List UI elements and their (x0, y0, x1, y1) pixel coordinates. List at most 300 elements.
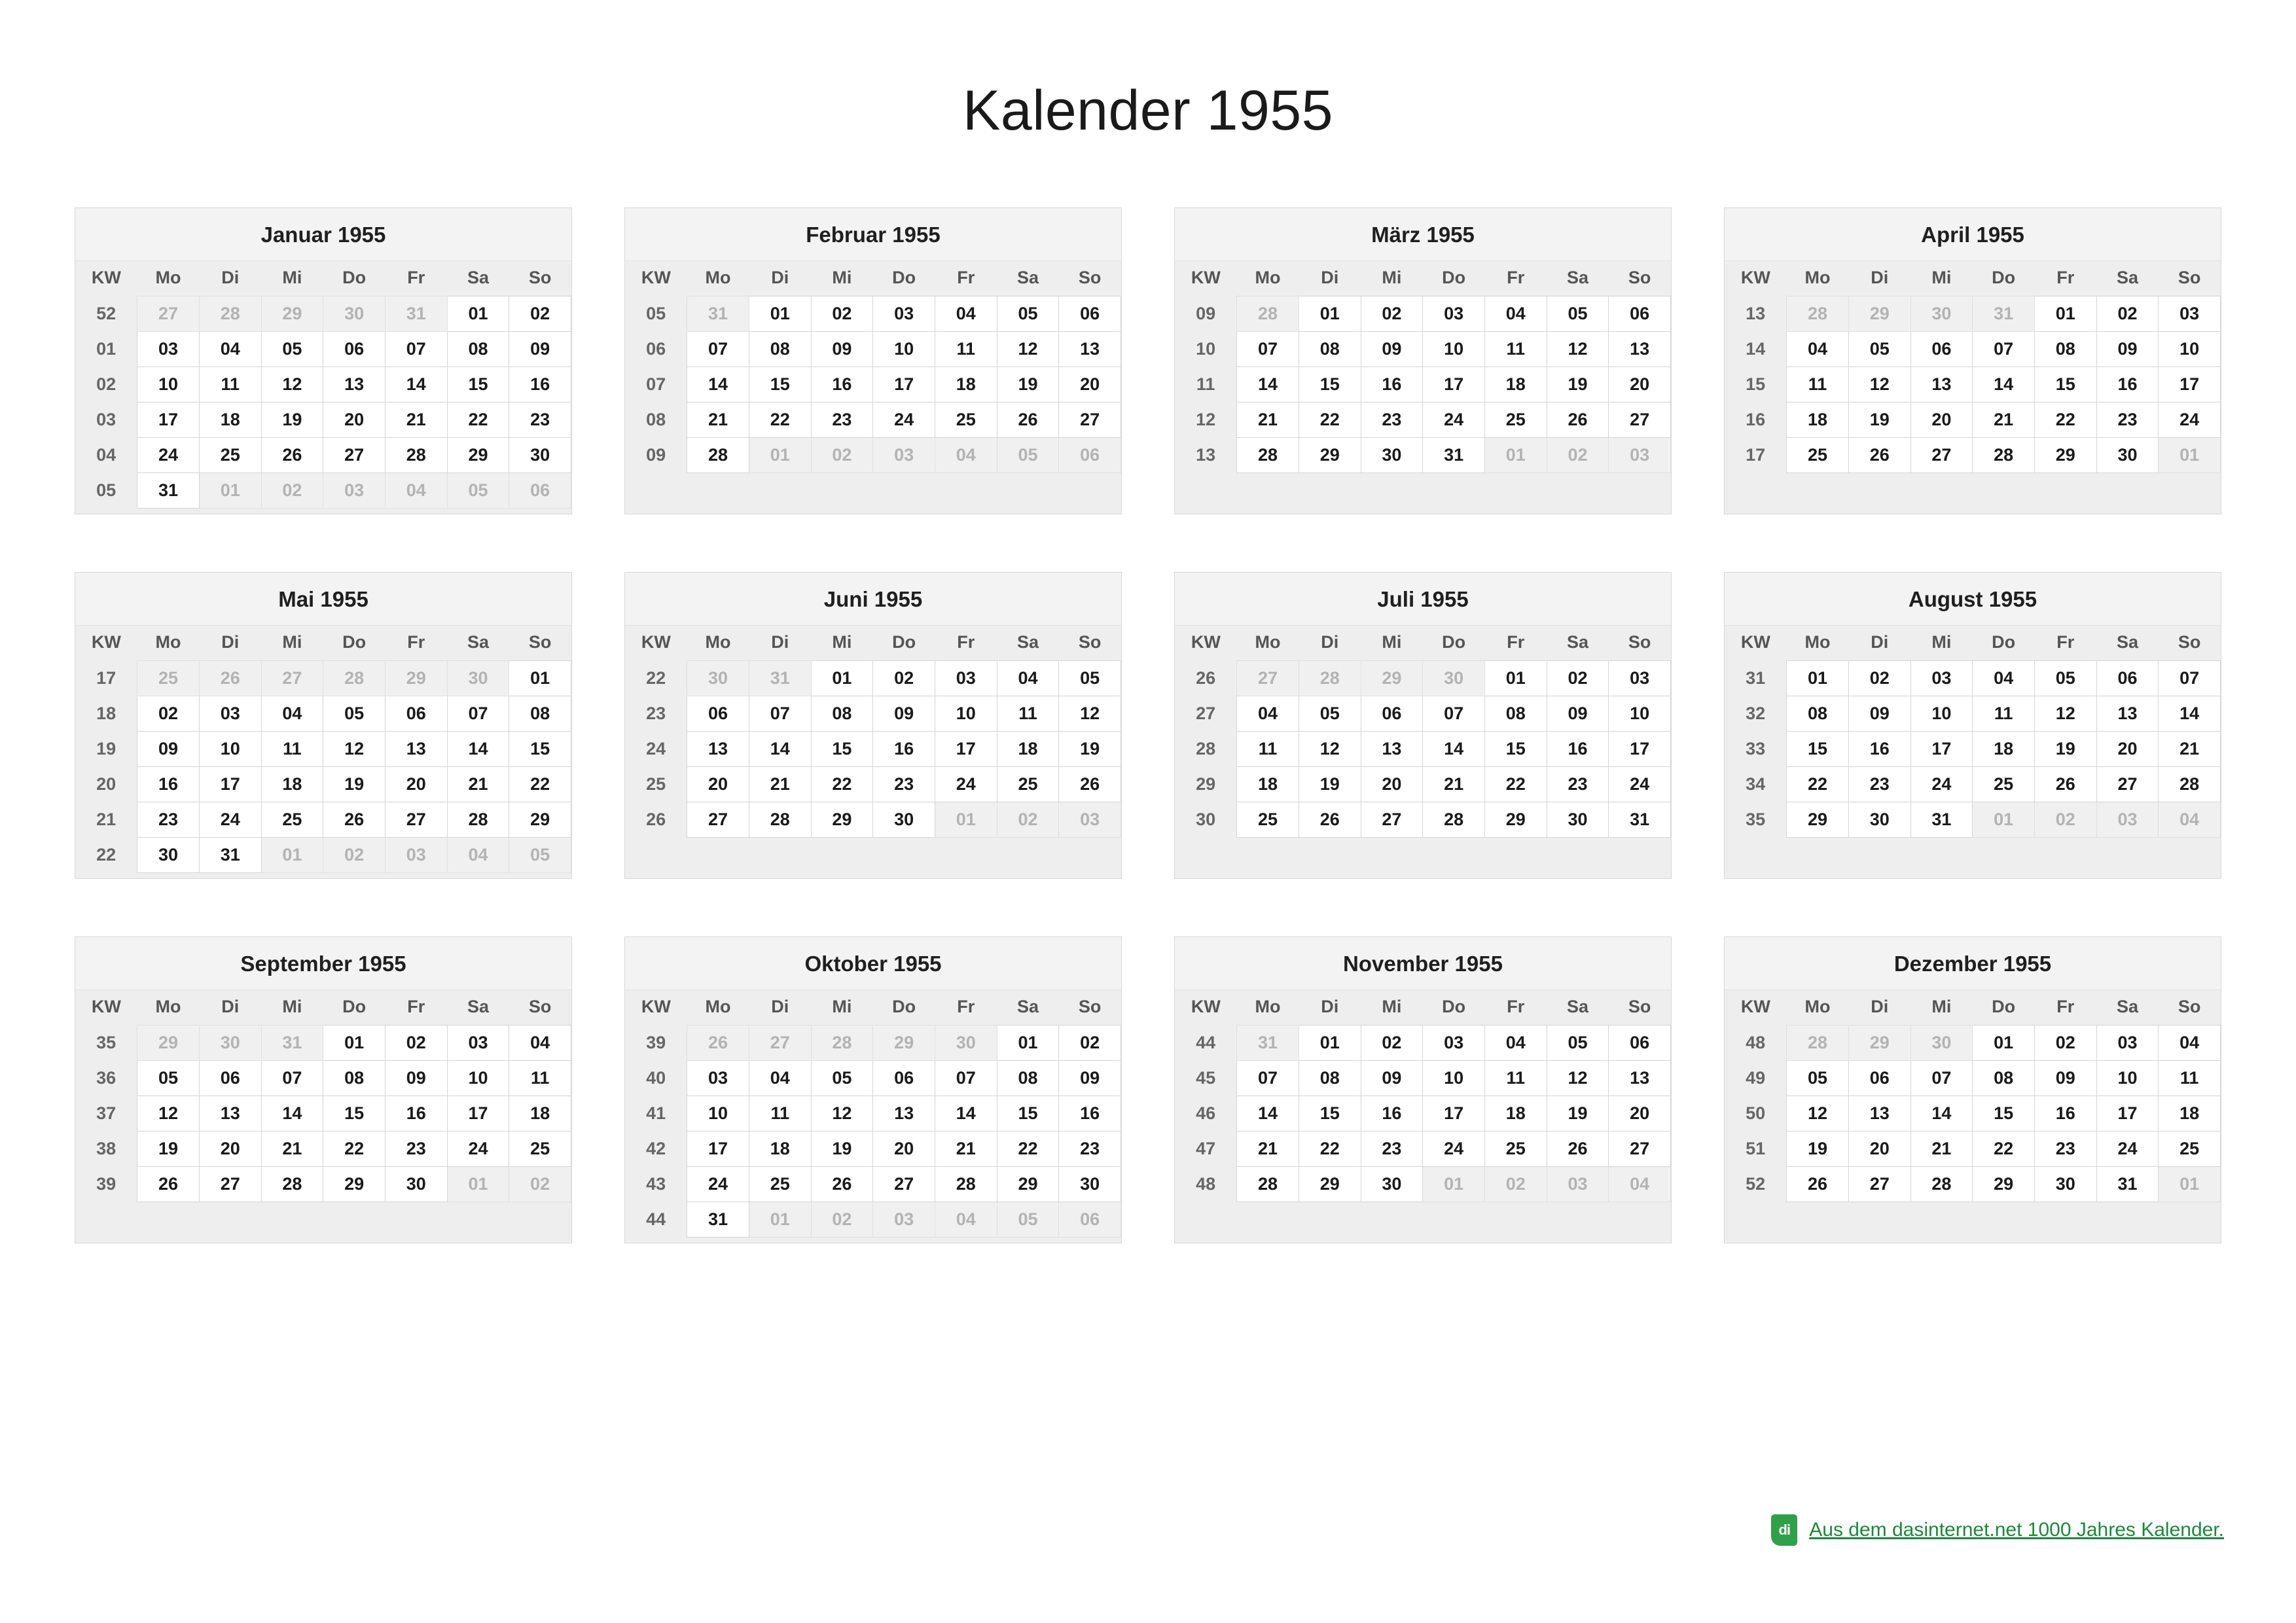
week-number-header: KW (625, 261, 687, 296)
month-title: Oktober 1955 (625, 937, 1121, 990)
day-cell: 01 (2034, 296, 2096, 332)
week-number-cell: 18 (75, 696, 137, 732)
day-cell: 29 (1484, 802, 1547, 838)
day-cell: 21 (261, 1132, 323, 1167)
day-cell: 06 (199, 1061, 261, 1096)
week-row (625, 661, 1121, 696)
day-cell: 21 (1237, 1132, 1299, 1167)
day-cell-adjacent-month: 01 (447, 1167, 509, 1202)
weekday-header: Sa (1547, 990, 1609, 1026)
weekday-header: So (1609, 626, 1671, 661)
weekday-header-row (1175, 990, 1671, 1026)
day-cell: 14 (447, 732, 509, 767)
week-number-cell: 45 (1175, 1061, 1237, 1096)
day-cell: 22 (811, 767, 873, 802)
day-cell: 12 (1787, 1096, 1849, 1132)
week-number-cell: 05 (75, 473, 137, 508)
day-cell-adjacent-month: 02 (811, 438, 873, 473)
weekday-header: Di (749, 261, 811, 296)
day-cell: 20 (323, 402, 386, 438)
day-cell: 27 (385, 802, 447, 838)
day-cell: 07 (935, 1061, 997, 1096)
day-cell: 08 (509, 696, 571, 732)
day-cell-adjacent-month: 01 (2159, 438, 2221, 473)
day-cell-adjacent-month: 30 (323, 296, 386, 332)
day-cell: 23 (1361, 402, 1423, 438)
weekday-header: Do (873, 990, 935, 1026)
day-cell: 07 (1237, 1061, 1299, 1096)
day-cell: 13 (1609, 1061, 1671, 1096)
weekday-header: Sa (1547, 261, 1609, 296)
day-cell: 01 (811, 661, 873, 696)
day-cell: 21 (447, 767, 509, 802)
day-cell: 28 (1973, 438, 2035, 473)
day-cell: 01 (1484, 661, 1547, 696)
day-cell: 30 (1547, 802, 1609, 838)
week-number-cell: 11 (1175, 367, 1237, 402)
day-cell: 16 (1059, 1096, 1121, 1132)
weekday-header: Fr (935, 990, 997, 1026)
day-cell: 02 (811, 296, 873, 332)
day-cell: 05 (1547, 296, 1609, 332)
day-cell: 29 (2034, 438, 2096, 473)
weekday-header: Fr (2034, 626, 2096, 661)
weekday-header: Mo (137, 626, 200, 661)
day-cell: 08 (1973, 1061, 2035, 1096)
weekday-header: Mo (1237, 626, 1299, 661)
day-cell: 24 (1609, 767, 1671, 802)
day-cell: 24 (199, 802, 261, 838)
weekday-header: Fr (385, 990, 447, 1026)
day-cell: 10 (137, 367, 200, 402)
weekday-header: Do (323, 990, 386, 1026)
day-cell: 24 (1910, 767, 1973, 802)
weekday-header: Di (1848, 990, 1910, 1026)
day-cell: 02 (137, 696, 200, 732)
day-cell: 13 (687, 732, 749, 767)
day-cell: 26 (1547, 1132, 1609, 1167)
day-cell: 06 (1848, 1061, 1910, 1096)
day-cell-adjacent-month: 05 (997, 438, 1059, 473)
day-cell: 12 (1547, 1061, 1609, 1096)
day-cell: 25 (997, 767, 1059, 802)
day-cell: 23 (509, 402, 571, 438)
week-number-cell: 37 (75, 1096, 137, 1132)
day-cell: 19 (811, 1132, 873, 1167)
day-cell-adjacent-month: 26 (687, 1026, 749, 1061)
week-row (1175, 661, 1671, 696)
week-number-cell: 41 (625, 1096, 687, 1132)
week-number-cell: 35 (1725, 802, 1787, 838)
day-cell: 06 (687, 696, 749, 732)
day-cell: 08 (749, 332, 811, 367)
week-number-cell: 51 (1725, 1132, 1787, 1167)
day-cell: 08 (1299, 332, 1361, 367)
week-number-cell: 26 (625, 802, 687, 838)
day-cell-adjacent-month: 29 (261, 296, 323, 332)
day-cell: 07 (261, 1061, 323, 1096)
weekday-header: Sa (447, 990, 509, 1026)
weekday-header: Mi (1361, 626, 1423, 661)
week-row (1725, 332, 2221, 367)
day-cell: 12 (2034, 696, 2096, 732)
day-cell: 29 (323, 1167, 386, 1202)
day-cell-adjacent-month: 30 (199, 1026, 261, 1061)
day-cell: 03 (1423, 296, 1485, 332)
day-cell: 12 (1547, 332, 1609, 367)
weekday-header: Do (873, 626, 935, 661)
day-cell: 25 (749, 1167, 811, 1202)
day-cell: 17 (2096, 1096, 2159, 1132)
day-cell: 03 (873, 296, 935, 332)
day-cell: 24 (447, 1132, 509, 1167)
month-table (1725, 626, 2221, 838)
day-cell: 05 (811, 1061, 873, 1096)
day-cell: 29 (811, 802, 873, 838)
day-cell-adjacent-month: 06 (1059, 1202, 1121, 1238)
day-cell-adjacent-month: 01 (1973, 802, 2035, 838)
day-cell: 29 (509, 802, 571, 838)
weekday-header: Do (873, 261, 935, 296)
day-cell: 04 (1484, 296, 1547, 332)
day-cell: 17 (1423, 1096, 1485, 1132)
day-cell-adjacent-month: 02 (509, 1167, 571, 1202)
day-cell: 04 (1237, 696, 1299, 732)
weekday-header-row (75, 261, 571, 296)
day-cell-adjacent-month: 30 (1910, 1026, 1973, 1061)
day-cell: 24 (2096, 1132, 2159, 1167)
day-cell: 03 (137, 332, 200, 367)
day-cell: 20 (199, 1132, 261, 1167)
day-cell: 10 (935, 696, 997, 732)
day-cell: 04 (2159, 1026, 2221, 1061)
day-cell: 28 (2159, 767, 2221, 802)
day-cell: 15 (1787, 732, 1849, 767)
day-cell-adjacent-month: 28 (1787, 296, 1849, 332)
week-number-cell: 17 (75, 661, 137, 696)
week-row (1175, 1167, 1671, 1202)
week-row (625, 332, 1121, 367)
day-cell-adjacent-month: 01 (935, 802, 997, 838)
day-cell: 21 (687, 402, 749, 438)
day-cell: 27 (1848, 1167, 1910, 1202)
day-cell: 31 (1910, 802, 1973, 838)
day-cell: 13 (1609, 332, 1671, 367)
week-number-cell: 33 (1725, 732, 1787, 767)
day-cell: 05 (997, 296, 1059, 332)
day-cell: 11 (1484, 1061, 1547, 1096)
week-number-cell: 34 (1725, 767, 1787, 802)
weekday-header: Do (1973, 261, 2035, 296)
month-table (1175, 626, 1671, 838)
week-number-header: KW (625, 626, 687, 661)
day-cell: 30 (1361, 438, 1423, 473)
day-cell-adjacent-month: 28 (1237, 296, 1299, 332)
weekday-header-row (625, 990, 1121, 1026)
week-row (1725, 802, 2221, 838)
day-cell: 20 (1609, 1096, 1671, 1132)
day-cell: 25 (1484, 402, 1547, 438)
week-number-cell: 24 (625, 732, 687, 767)
day-cell: 29 (1973, 1167, 2035, 1202)
day-cell: 15 (811, 732, 873, 767)
dasinternet-logo-icon: di (1771, 1514, 1797, 1546)
weekday-header: Fr (2034, 990, 2096, 1026)
day-cell: 19 (2034, 732, 2096, 767)
day-cell: 16 (1848, 732, 1910, 767)
week-row (1725, 1026, 2221, 1061)
day-cell: 26 (1547, 402, 1609, 438)
weekday-header: Do (1973, 990, 2035, 1026)
day-cell: 19 (323, 767, 386, 802)
day-cell-adjacent-month: 06 (509, 473, 571, 508)
month-card (75, 572, 572, 879)
weekday-header: Fr (1484, 990, 1547, 1026)
week-row (1175, 1061, 1671, 1096)
day-cell: 26 (811, 1167, 873, 1202)
day-cell: 30 (873, 802, 935, 838)
day-cell: 17 (1423, 367, 1485, 402)
weekday-header: Di (749, 990, 811, 1026)
day-cell: 02 (385, 1026, 447, 1061)
weekday-header: Sa (2096, 990, 2159, 1026)
day-cell: 11 (1237, 732, 1299, 767)
day-cell: 02 (2096, 296, 2159, 332)
weekday-header: Mi (811, 626, 873, 661)
day-cell: 28 (749, 802, 811, 838)
day-cell: 20 (1361, 767, 1423, 802)
day-cell: 13 (1059, 332, 1121, 367)
month-title: Mai 1955 (75, 573, 571, 626)
week-row (75, 1061, 571, 1096)
day-cell: 24 (137, 438, 200, 473)
weekday-header: Di (1848, 626, 1910, 661)
weekday-header: Mi (261, 261, 323, 296)
week-row (1175, 332, 1671, 367)
day-cell-adjacent-month: 06 (1059, 438, 1121, 473)
week-number-header: KW (1175, 261, 1237, 296)
week-row (75, 332, 571, 367)
day-cell: 07 (447, 696, 509, 732)
day-cell: 06 (1609, 296, 1671, 332)
week-row (625, 1026, 1121, 1061)
weekday-header: Mo (1237, 261, 1299, 296)
day-cell: 11 (997, 696, 1059, 732)
weekday-header: Mi (1910, 990, 1973, 1026)
day-cell: 26 (2034, 767, 2096, 802)
day-cell: 27 (687, 802, 749, 838)
week-row (1725, 1167, 2221, 1202)
day-cell-adjacent-month: 31 (385, 296, 447, 332)
day-cell: 18 (749, 1132, 811, 1167)
day-cell-adjacent-month: 03 (385, 838, 447, 873)
day-cell: 13 (323, 367, 386, 402)
day-cell: 11 (1973, 696, 2035, 732)
day-cell-adjacent-month: 25 (137, 661, 200, 696)
day-cell: 12 (997, 332, 1059, 367)
weekday-header-row (1725, 261, 2221, 296)
day-cell: 09 (1848, 696, 1910, 732)
day-cell: 26 (261, 438, 323, 473)
weekday-header: Sa (1547, 626, 1609, 661)
day-cell: 03 (2159, 296, 2221, 332)
day-cell: 03 (1910, 661, 1973, 696)
day-cell-adjacent-month: 05 (997, 1202, 1059, 1238)
weekday-header: Mo (1787, 261, 1849, 296)
weekday-header: Mi (1361, 261, 1423, 296)
day-cell-adjacent-month: 02 (1484, 1167, 1547, 1202)
day-cell-adjacent-month: 29 (1848, 1026, 1910, 1061)
day-cell: 27 (199, 1167, 261, 1202)
day-cell: 04 (749, 1061, 811, 1096)
source-link[interactable]: Aus dem dasinternet.net 1000 Jahres Kalender. (1809, 1519, 2224, 1541)
day-cell: 20 (385, 767, 447, 802)
day-cell: 16 (811, 367, 873, 402)
day-cell: 10 (1423, 1061, 1485, 1096)
day-cell: 09 (1547, 696, 1609, 732)
week-number-cell: 35 (75, 1026, 137, 1061)
day-cell: 13 (385, 732, 447, 767)
day-cell: 09 (873, 696, 935, 732)
day-cell: 15 (323, 1096, 386, 1132)
weekday-header: Fr (2034, 261, 2096, 296)
day-cell: 11 (2159, 1061, 2221, 1096)
weekday-header: Fr (935, 626, 997, 661)
weekday-header: Fr (1484, 626, 1547, 661)
week-row (625, 1167, 1121, 1202)
day-cell: 21 (2159, 732, 2221, 767)
day-cell: 05 (261, 332, 323, 367)
week-row (1175, 732, 1671, 767)
week-number-cell: 49 (1725, 1061, 1787, 1096)
day-cell: 22 (447, 402, 509, 438)
weekday-header: Mo (1787, 626, 1849, 661)
day-cell-adjacent-month: 27 (749, 1026, 811, 1061)
footer (1771, 1514, 2224, 1546)
day-cell-adjacent-month: 01 (749, 1202, 811, 1238)
week-row (1725, 1132, 2221, 1167)
day-cell: 29 (997, 1167, 1059, 1202)
week-number-cell: 25 (625, 767, 687, 802)
day-cell: 18 (509, 1096, 571, 1132)
week-row (625, 696, 1121, 732)
day-cell: 17 (1910, 732, 1973, 767)
month-table (1725, 990, 2221, 1202)
day-cell: 18 (935, 367, 997, 402)
weekday-header: Do (1423, 626, 1485, 661)
week-number-cell: 09 (625, 438, 687, 473)
day-cell: 27 (1361, 802, 1423, 838)
day-cell: 24 (873, 402, 935, 438)
day-cell-adjacent-month: 03 (1609, 438, 1671, 473)
week-number-cell: 46 (1175, 1096, 1237, 1132)
week-row (1725, 367, 2221, 402)
day-cell: 08 (323, 1061, 386, 1096)
day-cell: 26 (323, 802, 386, 838)
week-row (625, 1096, 1121, 1132)
weekday-header: Do (1973, 626, 2035, 661)
day-cell: 31 (687, 1202, 749, 1238)
day-cell: 23 (137, 802, 200, 838)
week-row (1175, 438, 1671, 473)
week-row (625, 1061, 1121, 1096)
day-cell: 12 (137, 1096, 200, 1132)
day-cell-adjacent-month: 03 (873, 438, 935, 473)
day-cell: 25 (1484, 1132, 1547, 1167)
day-cell: 10 (2096, 1061, 2159, 1096)
day-cell-adjacent-month: 27 (261, 661, 323, 696)
month-table (1175, 261, 1671, 473)
day-cell: 25 (1237, 802, 1299, 838)
day-cell-adjacent-month: 27 (1237, 661, 1299, 696)
day-cell: 26 (137, 1167, 200, 1202)
week-row (1725, 661, 2221, 696)
week-row (75, 1132, 571, 1167)
day-cell: 23 (385, 1132, 447, 1167)
weekday-header: Do (323, 626, 386, 661)
day-cell: 26 (1059, 767, 1121, 802)
day-cell: 05 (1848, 332, 1910, 367)
month-title: Januar 1955 (75, 208, 571, 261)
day-cell: 05 (137, 1061, 200, 1096)
month-card (624, 936, 1122, 1243)
day-cell-adjacent-month: 27 (137, 296, 200, 332)
day-cell: 28 (447, 802, 509, 838)
week-number-cell: 39 (75, 1167, 137, 1202)
day-cell: 09 (385, 1061, 447, 1096)
day-cell: 31 (199, 838, 261, 873)
day-cell-adjacent-month: 03 (323, 473, 386, 508)
day-cell: 09 (1361, 1061, 1423, 1096)
day-cell: 16 (385, 1096, 447, 1132)
week-number-cell: 31 (1725, 661, 1787, 696)
week-number-header: KW (75, 990, 137, 1026)
day-cell-adjacent-month: 31 (687, 296, 749, 332)
weekday-header: Mo (687, 990, 749, 1026)
day-cell: 01 (1299, 1026, 1361, 1061)
week-number-cell: 47 (1175, 1132, 1237, 1167)
week-row (625, 802, 1121, 838)
day-cell: 25 (2159, 1132, 2221, 1167)
day-cell: 19 (1059, 732, 1121, 767)
day-cell: 07 (687, 332, 749, 367)
day-cell: 02 (2034, 1026, 2096, 1061)
day-cell: 21 (1910, 1132, 1973, 1167)
day-cell-adjacent-month: 29 (873, 1026, 935, 1061)
day-cell: 10 (447, 1061, 509, 1096)
day-cell: 18 (199, 402, 261, 438)
week-number-cell: 06 (625, 332, 687, 367)
day-cell: 23 (2034, 1132, 2096, 1167)
week-row (75, 1026, 571, 1061)
day-cell: 15 (1484, 732, 1547, 767)
day-cell: 30 (137, 838, 200, 873)
week-number-cell: 29 (1175, 767, 1237, 802)
day-cell: 01 (1973, 1026, 2035, 1061)
day-cell: 05 (1547, 1026, 1609, 1061)
day-cell: 17 (687, 1132, 749, 1167)
day-cell: 10 (2159, 332, 2221, 367)
day-cell: 15 (1299, 367, 1361, 402)
day-cell: 01 (749, 296, 811, 332)
weekday-header: Mi (1910, 626, 1973, 661)
day-cell: 07 (1237, 332, 1299, 367)
weekday-header: Fr (935, 261, 997, 296)
day-cell: 22 (1973, 1132, 2035, 1167)
week-number-cell: 03 (75, 402, 137, 438)
day-cell: 26 (1787, 1167, 1849, 1202)
day-cell: 22 (1299, 1132, 1361, 1167)
